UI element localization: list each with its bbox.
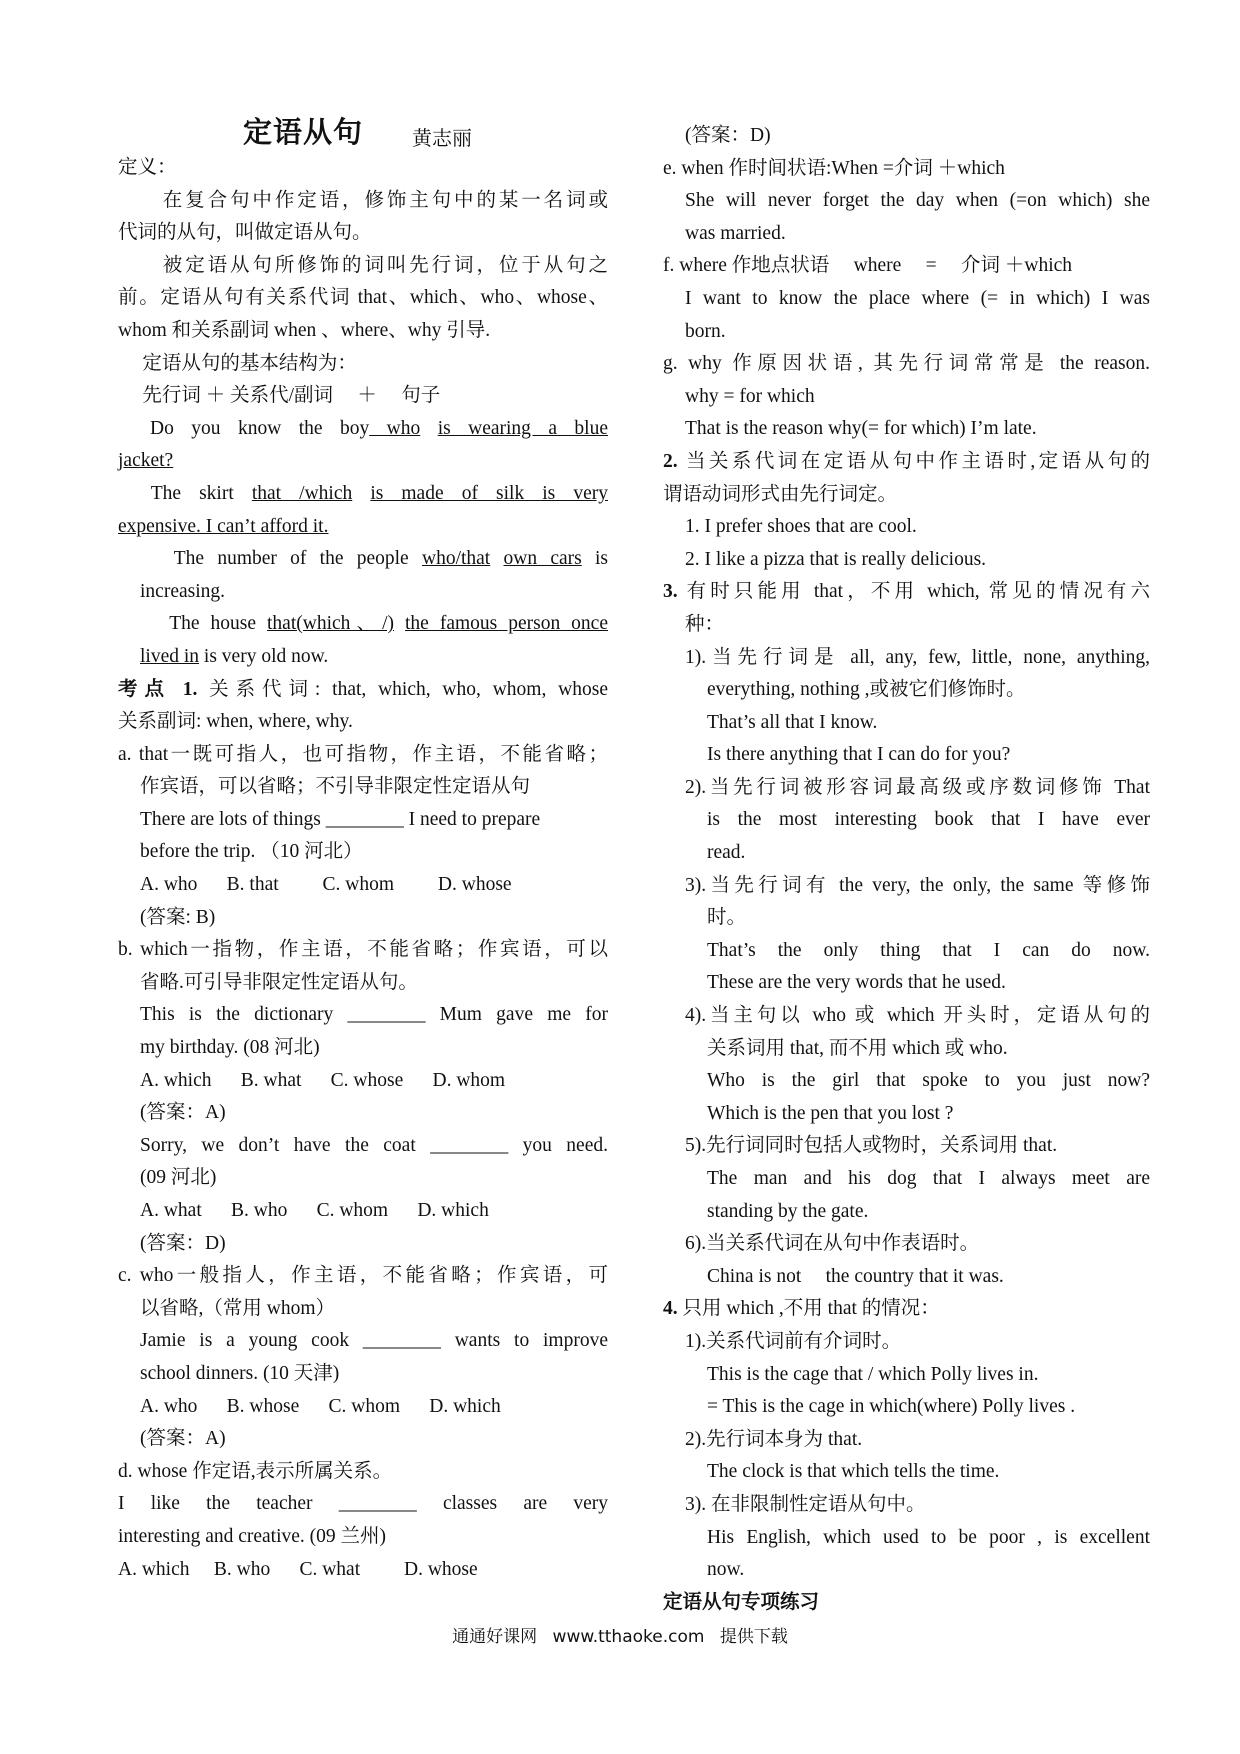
right-text-line: (答案：D) [685, 125, 771, 146]
page-title: 定语从句 [243, 115, 364, 149]
left-text-line: 关系副词: when, where, why. [118, 711, 353, 733]
right-text-line: 关系词用 that, 而不用 which 或 who. [707, 1037, 1008, 1059]
left-text-line: interesting and creative. (09 兰州) [118, 1525, 387, 1547]
left-text-line: There are lots of things ________ I need to prepare [140, 808, 541, 830]
left-text-line: lived in is very old now. [140, 645, 329, 667]
right-text-line: Who is the girl that spoke to you just now? [707, 1070, 1150, 1092]
left-text-line: (答案：A) [140, 1102, 226, 1124]
right-text-line: 3). 在非限制性定语从句中。 [685, 1493, 926, 1515]
left-text-line: A. who B. whose C. whom D. which [140, 1395, 501, 1417]
left-text-line: 代词的从句，叫做定语从句。 [118, 222, 372, 244]
right-text-line: read. [707, 842, 746, 864]
left-text-line: Do you know the boy who is wearing a blue [118, 417, 608, 439]
right-text-line: 6).当关系代词在从句中作表语时。 [685, 1233, 980, 1255]
right-text-line: was married. [685, 222, 786, 244]
left-text-line: 前。定语从句有关系代词 that、which、who、whose、 [118, 287, 608, 309]
left-text-line: I like the teacher ________ classes are very [118, 1493, 608, 1515]
left-text-line: before the trip. （10 河北） [140, 841, 363, 863]
left-text-line: 考点 1. 关系代词: that, which, who, whom, whose [118, 678, 608, 700]
right-text-line: born. [685, 320, 726, 342]
right-text-line: That is the reason why(= for which) I’m late. [685, 418, 1037, 440]
left-text-line: 在复合句中作定语，修饰主句中的某一名词或 [118, 189, 608, 211]
right-text-line: That’s all that I know. [707, 711, 878, 733]
title-row [118, 115, 608, 152]
right-text-line: 2. 当关系代词在定语从句中作主语时,定语从句的 [663, 450, 1150, 472]
right-text-line: f. where 作地点状语 where = 介词 ＋which [663, 255, 1073, 277]
right-text-line: 定语从句专项练习 [663, 1591, 820, 1613]
right-text-line: This is the cage that / which Polly lives in. [707, 1363, 1039, 1385]
right-text-line: China is not the country that it was. [707, 1265, 1004, 1287]
left-text-line: The number of the people who/that own cars is [118, 548, 608, 570]
left-text-line: increasing. [140, 580, 226, 602]
left-text-line: The skirt that /which is made of silk is very [118, 482, 608, 504]
left-text-line: c. who一般指人，作主语，不能省略；作宾语，可 [118, 1265, 608, 1287]
right-text-line: 5).先行词同时包括人或物时，关系词用 that. [685, 1135, 1058, 1157]
right-text-line: 3).当先行词有 the very, the only, the same 等修饰 [685, 874, 1150, 896]
right-text-line: 2).先行词本身为 that. [685, 1428, 863, 1450]
left-text-line: expensive. I can’t afford it. [118, 515, 329, 537]
right-text-line: That’s the only thing that I can do now. [707, 939, 1150, 961]
left-text-line: b. which一指物，作主语，不能省略；作宾语，可以 [118, 939, 608, 961]
left-text-line: A. who B. that C. whom D. whose [140, 874, 512, 896]
right-text-line: 4).当主句以 who 或 which 开头时，定语从句的 [685, 1005, 1150, 1027]
left-text-line: (答案: B) [140, 906, 216, 928]
left-text-line: This is the dictionary ________ Mum gave me for [140, 1004, 608, 1026]
left-text-line: 先行词 ＋ 关系代/副词 ＋ 句子 [118, 385, 441, 407]
right-text-line: 谓语动词形式由先行词定。 [663, 483, 898, 505]
left-text-line: A. which B. who C. what D. whose [118, 1558, 478, 1580]
left-text-line: 定义： [118, 157, 177, 178]
right-text-line: why = for which [685, 385, 815, 407]
left-text-line: school dinners. (10 天津) [140, 1362, 340, 1384]
footer-note: 提供下载 [719, 1627, 788, 1647]
footer-site-name: 通通好课网 [452, 1627, 538, 1647]
right-text-line: 2).当先行词被形容词最高级或序数词修饰 That [685, 776, 1150, 798]
left-text-line: 省略.可引导非限定性定语从句。 [140, 971, 418, 993]
right-text-line: g. why 作原因状语, 其先行词常常是 the reason. [663, 353, 1150, 375]
right-text-line: 时。 [707, 907, 747, 929]
author-name: 黄志丽 [412, 126, 472, 150]
left-text-line: a. that一既可指人，也可指物，作主语，不能省略； [118, 743, 608, 765]
left-text-line: my birthday. (08 河北) [140, 1037, 320, 1059]
right-text-line: everything, nothing ,或被它们修饰时。 [707, 679, 1026, 701]
right-text-line: e. when 作时间状语:When =介词 ＋which [663, 157, 1005, 179]
left-text-line: (答案：A) [140, 1428, 226, 1450]
left-text-line: jacket? [118, 450, 174, 472]
left-text-line: Jamie is a young cook ________ wants to improve [140, 1330, 608, 1352]
left-text-line: whom 和关系副词 when 、where、why 引导. [118, 319, 491, 341]
right-text-line: Is there anything that I can do for you? [707, 744, 1011, 766]
right-text-line: 3. 有时只能用 that，不用 which, 常见的情况有六 [663, 581, 1150, 603]
right-text-line: Which is the pen that you lost ? [707, 1102, 954, 1124]
right-text-line: The clock is that which tells the time. [707, 1461, 1000, 1483]
left-text-line: The house that(which、/) the famous person once [118, 613, 608, 635]
left-text-line: 以省略,（常用 whom） [140, 1297, 336, 1319]
right-text-line: 4. 只用 which ,不用 that 的情况： [663, 1298, 940, 1320]
right-text-line: 2. I like a pizza that is really delicious. [685, 548, 987, 570]
left-text-line: (09 河北) [140, 1167, 217, 1189]
left-text-line: 定语从句的基本结构为： [118, 352, 357, 374]
left-text-line: 被定语从句所修饰的词叫先行词，位于从句之 [118, 254, 608, 276]
footer-url[interactable]: www.tthaoke.com [552, 1627, 705, 1647]
right-text-line: now. [707, 1559, 745, 1581]
right-text-line: 1).当先行词是 all, any, few, little, none, anything, [685, 646, 1150, 668]
left-text-line: (答案：D) [140, 1232, 226, 1254]
left-text-line: Sorry, we don’t have the coat ________ you need. [140, 1134, 608, 1156]
right-text-line: 1. I prefer shoes that are cool. [685, 516, 917, 538]
left-text-line: 作宾语，可以省略；不引导非限定性定语从句 [140, 776, 531, 798]
right-text-line: 1).关系代词前有介词时。 [685, 1330, 902, 1352]
right-text-line: is the most interesting book that I have ever [707, 809, 1150, 831]
right-text-line: His English, which used to be poor , is excellent [707, 1526, 1150, 1548]
right-text-line: These are the very words that he used. [707, 972, 1006, 994]
left-text-line: A. which B. what C. whose D. whom [140, 1069, 506, 1091]
page-footer [0, 1622, 1240, 1647]
right-text-line: The man and his dog that I always meet are [707, 1168, 1150, 1189]
left-column [118, 115, 608, 1586]
right-text-line: standing by the gate. [707, 1200, 869, 1222]
left-text-line: d. whose 作定语,表示所属关系。 [118, 1460, 393, 1482]
right-text-line: I want to know the place where (= in which) I was [685, 287, 1150, 309]
right-text-line: 种： [685, 613, 725, 635]
left-text-line: A. what B. who C. whom D. which [140, 1200, 489, 1221]
right-column [663, 120, 1150, 1619]
right-text-line: She will never forget the day when (=on which) she [685, 190, 1150, 212]
right-text-line: = This is the cage in which(where) Polly lives . [707, 1396, 1076, 1418]
